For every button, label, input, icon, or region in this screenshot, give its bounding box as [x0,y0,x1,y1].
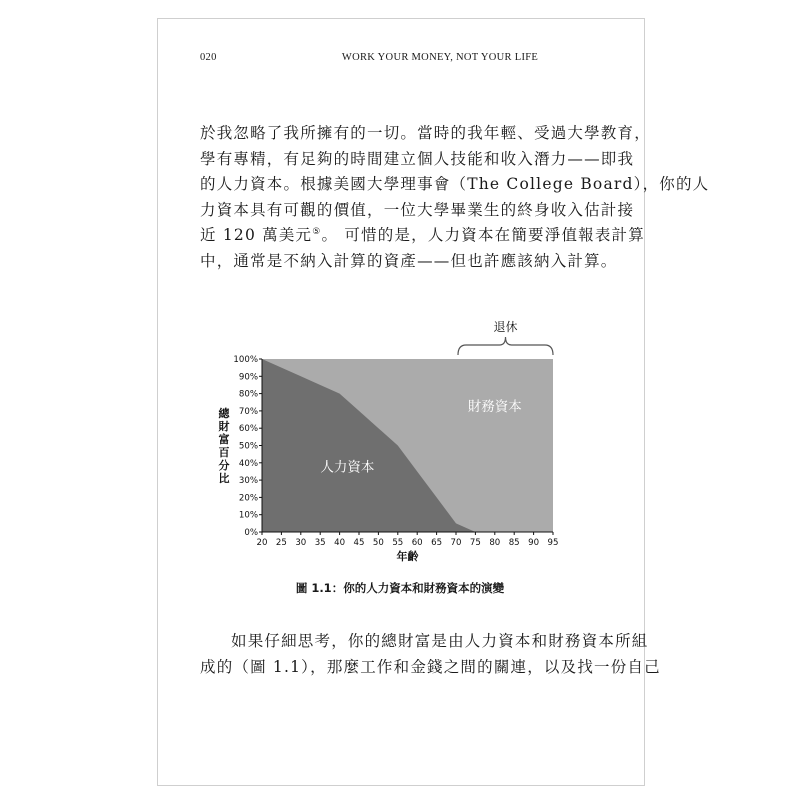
y-axis-title-char: 百 [218,446,230,459]
y-tick-label: 70% [238,406,258,417]
y-tick-label: 80% [238,389,258,400]
x-tick-label: 85 [508,538,520,548]
y-tick-label: 30% [238,476,258,487]
x-tick-label: 65 [431,538,443,548]
y-axis-title-char: 分 [218,459,230,472]
human-capital-label: 人力資本 [320,459,375,476]
text-line: 成的（圖 1.1），那麼工作和金錢之間的關連，以及找一份自己 [200,657,661,676]
body-paragraph-2 [200,629,661,680]
x-tick-label: 25 [275,538,287,548]
y-tick-label: 90% [238,372,258,383]
footnote-mark[interactable]: ⑤ [312,227,322,238]
text-line: 如果仔細思考，你的總財富是由人力資本和財務資本所組 [231,632,649,650]
x-tick-label: 45 [353,538,365,548]
book-title: WORK YOUR MONEY, NOT YOUR LIFE [341,52,539,63]
x-tick-label: 30 [295,538,307,548]
text-segment: 。 可惜的是，人力資本在簡要淨值報表計算 [321,226,645,245]
x-tick-label: 55 [392,538,404,548]
text-segment: 近 120 萬美元 [200,226,313,245]
body-paragraph-1 [200,121,710,275]
y-tick-label: 0% [244,528,258,538]
y-axis-title-char: 比 [218,472,230,485]
text-line: 學有專精，有足夠的時間建立個人技能和收入潛力——即我 [200,149,635,168]
text-line: 力資本具有可觀的價值，一位大學畢業生的終身收入估計接 [200,200,635,219]
x-tick-label: 50 [372,538,384,548]
y-axis-title-char: 總 [218,407,230,420]
x-tick-label: 70 [450,538,462,548]
x-tick-label: 90 [528,538,540,548]
y-axis-title-char: 富 [218,433,230,446]
text-line: 中，通常是不納入計算的資產——但也許應該納入計算。 [200,251,618,270]
x-tick-label: 80 [489,538,501,548]
x-tick-label: 95 [547,538,559,548]
x-tick-label: 40 [334,538,346,548]
text-line [200,223,645,249]
x-tick-label: 20 [256,538,268,548]
text-line: 的人力資本。根據美國大學理事會（The College Board），你的人 [200,175,710,194]
retirement-label: 退休 [493,320,518,334]
x-tick-label: 35 [314,538,326,548]
x-axis-title: 年齡 [396,550,419,563]
page-number: 020 [200,52,217,63]
chart-plot-area [262,359,553,532]
text-line: 於我忽略了我所擁有的一切。當時的我年輕、受過大學教育， [200,124,651,142]
y-tick-label: 50% [238,441,258,452]
y-tick-label: 10% [238,510,258,521]
y-tick-label: 100% [233,355,258,365]
x-tick-label: 60 [411,538,423,548]
figure-caption: 圖 1.1：你的人力資本和財務資本的演變 [295,581,505,595]
x-tick-label: 75 [469,538,481,548]
y-tick-label: 60% [238,424,258,435]
financial-capital-label: 財務資本 [467,398,522,415]
y-axis-title-char: 財 [218,420,230,433]
y-tick-label: 40% [238,458,258,469]
y-tick-label: 20% [238,493,258,504]
